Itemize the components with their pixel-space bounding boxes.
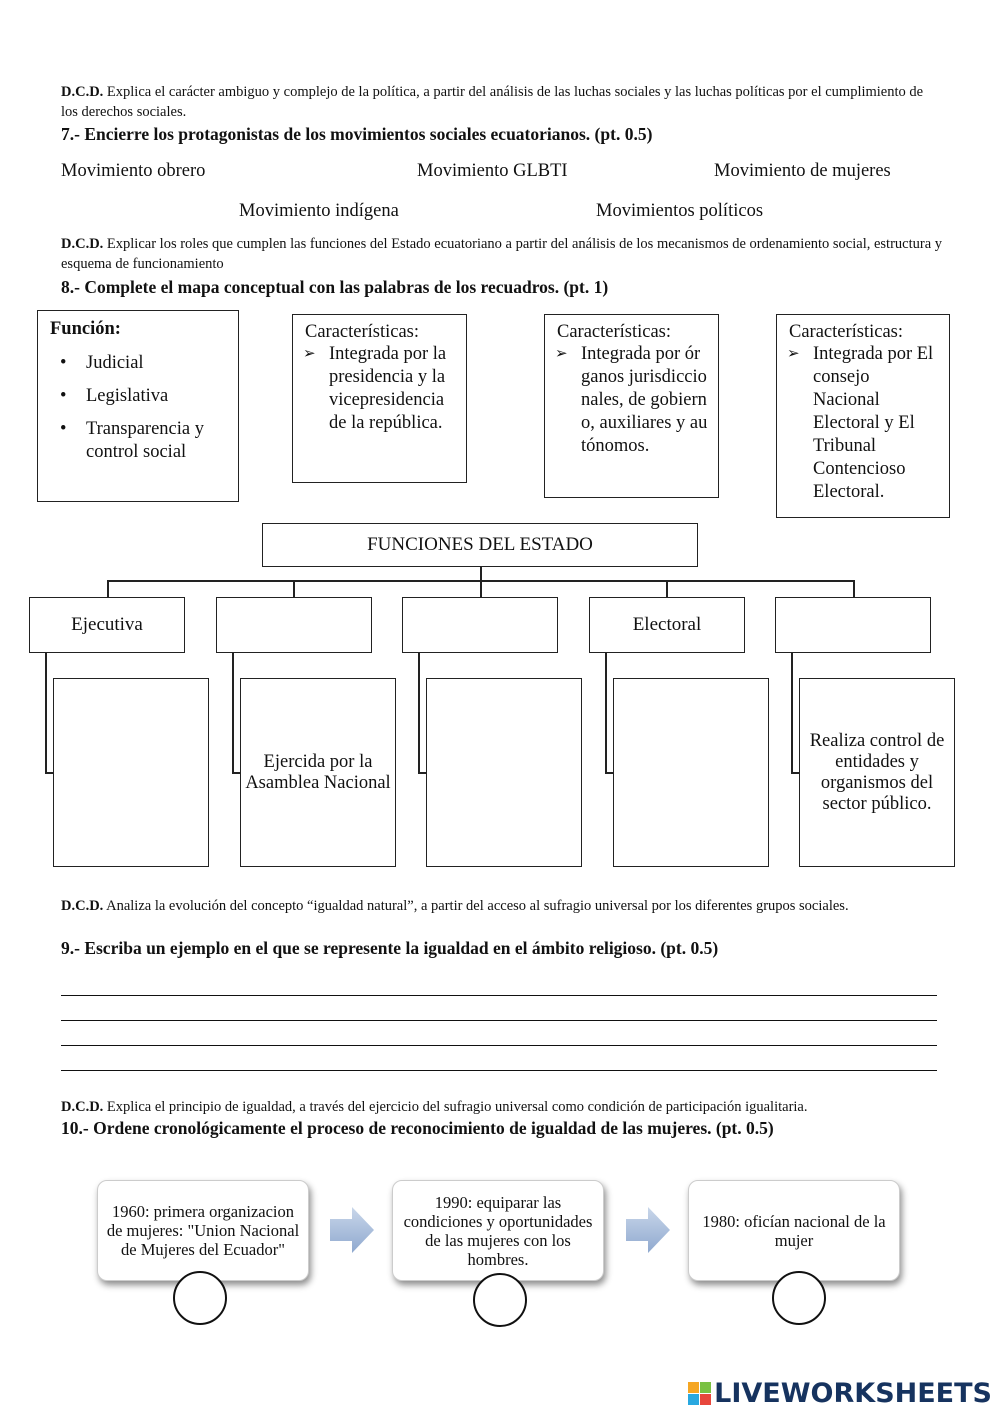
caracteristicas-item: ➢ Integrada por la presidencia y la vicepresidencia de la república. bbox=[293, 343, 456, 435]
timeline-event-2: 1990: equiparar las condiciones y oportunidades de las mujeres con los hombres. bbox=[392, 1180, 604, 1281]
function-box-blank-2[interactable] bbox=[402, 597, 558, 653]
caracteristicas-title: Características: bbox=[789, 322, 904, 342]
brand-name: LIVEWORKSHEETS bbox=[714, 1378, 992, 1409]
question-8: 8.- Complete el mapa conceptual con las palabras de los recuadros. (pt. 1) bbox=[61, 277, 609, 297]
detail-box-1[interactable] bbox=[53, 678, 209, 867]
funcion-item-transparencia: • Transparencia y control social bbox=[38, 418, 226, 464]
caracteristicas-item: ➢ Integrada por órganos jurisdiccionales, de gobierno, auxiliares y autónomos. bbox=[545, 343, 708, 458]
caracteristicas-list bbox=[777, 343, 939, 504]
dcd-text: Explicar los roles que cumplen las funciones del Estado ecuatoriano a partir del análisis de los mecanismos de ordenamiento social, estructura y esquema de funcionamiento bbox=[61, 236, 943, 272]
connector-side-5 bbox=[791, 652, 793, 773]
question-7: 7.- Encierre los protagonistas de los movimientos sociales ecuatorianos. (pt. 0.5) bbox=[61, 124, 653, 144]
detail-box-3[interactable] bbox=[426, 678, 582, 867]
caracteristicas-title: Características: bbox=[557, 322, 672, 342]
answer-line-4[interactable] bbox=[61, 1070, 937, 1071]
funcion-list bbox=[38, 352, 226, 464]
funcion-box bbox=[37, 310, 239, 502]
dcd-label: D.C.D. bbox=[61, 1099, 104, 1115]
caracteristicas-item: ➢ Integrada por El consejo Nacional Electoral y El Tribunal Contencioso Electoral. bbox=[777, 343, 939, 504]
dcd-text: Explica el principio de igualdad, a través del ejercicio del sufragio universal como condición de participación igualitaria. bbox=[106, 1099, 808, 1115]
caracteristicas-title: Características: bbox=[305, 322, 420, 342]
dcd-section9 bbox=[61, 896, 931, 916]
connector-drop-5 bbox=[853, 580, 855, 598]
timeline-event-1: 1960: primera organizacion de mujeres: "Union Nacional de Mujeres del Ecuador" bbox=[97, 1180, 309, 1281]
function-box-ejecutiva[interactable]: Ejecutiva bbox=[29, 597, 185, 653]
caracteristicas-box-3 bbox=[776, 314, 950, 518]
connector-side-3 bbox=[418, 652, 420, 773]
movement-indigena[interactable]: Movimiento indígena bbox=[239, 201, 399, 221]
dcd-section8 bbox=[61, 234, 951, 274]
map-root: FUNCIONES DEL ESTADO bbox=[262, 523, 698, 567]
question-10: 10.- Ordene cronológicamente el proceso de reconocimiento de igualdad de las mujeres. (pt. 0.5) bbox=[61, 1118, 774, 1138]
dcd-label: D.C.D. bbox=[61, 898, 104, 914]
dcd-section10 bbox=[61, 1097, 961, 1117]
question-9: 9.- Escriba un ejemplo en el que se represente la igualdad en el ámbito religioso. (pt. 0.5) bbox=[61, 938, 719, 958]
movement-glbti[interactable]: Movimiento GLBTI bbox=[417, 161, 568, 181]
connector-side-2 bbox=[232, 652, 234, 773]
dcd-label: D.C.D. bbox=[61, 84, 104, 100]
timeline-event-3: 1980: oficían nacional de la mujer bbox=[688, 1180, 900, 1281]
detail-box-2[interactable]: Ejercida por la Asamblea Nacional bbox=[240, 678, 396, 867]
order-circle-3[interactable] bbox=[772, 1271, 826, 1325]
caracteristicas-box-2 bbox=[544, 314, 719, 498]
function-box-blank-1[interactable] bbox=[216, 597, 372, 653]
dcd-label: D.C.D. bbox=[61, 236, 104, 252]
dcd-text: Explica el carácter ambiguo y complejo de la política, a partir del análisis de las luchas sociales y las luchas políticas por el cumplimiento de los derechos sociales. bbox=[61, 84, 924, 120]
order-circle-2[interactable] bbox=[473, 1273, 527, 1327]
answer-line-2[interactable] bbox=[61, 1020, 937, 1021]
connector-drop-2 bbox=[293, 580, 295, 598]
dcd-text: Analiza la evolución del concepto “igualdad natural”, a partir del acceso al sufragio universal por los diferentes grupos sociales. bbox=[106, 898, 849, 914]
dcd-section7 bbox=[61, 82, 941, 122]
connector-root bbox=[480, 566, 482, 580]
funcion-item-legislativa: • Legislativa bbox=[38, 385, 226, 408]
arrow-right-icon bbox=[624, 1204, 672, 1256]
function-box-electoral[interactable]: Electoral bbox=[589, 597, 745, 653]
movement-mujeres[interactable]: Movimiento de mujeres bbox=[714, 161, 891, 181]
arrow-right-icon bbox=[328, 1204, 376, 1256]
connector-side-4 bbox=[605, 652, 607, 773]
answer-line-1[interactable] bbox=[61, 995, 937, 996]
answer-line-3[interactable] bbox=[61, 1045, 937, 1046]
connector-drop-3 bbox=[480, 580, 482, 598]
connector-drop-4 bbox=[666, 580, 668, 598]
detail-box-5[interactable]: Realiza control de entidades y organismos del sector público. bbox=[799, 678, 955, 867]
funcion-title: Función: bbox=[50, 319, 121, 339]
caracteristicas-list bbox=[545, 343, 708, 458]
funcion-item-judicial: • Judicial bbox=[38, 352, 226, 375]
caracteristicas-list bbox=[293, 343, 456, 435]
movement-politicos[interactable]: Movimientos políticos bbox=[596, 201, 764, 221]
function-box-blank-3[interactable] bbox=[775, 597, 931, 653]
detail-box-4[interactable] bbox=[613, 678, 769, 867]
order-circle-1[interactable] bbox=[173, 1271, 227, 1325]
brand-logo bbox=[688, 1378, 992, 1409]
connector-side-1 bbox=[45, 652, 47, 773]
movement-obrero[interactable]: Movimiento obrero bbox=[61, 161, 206, 181]
liveworksheets-logo-icon bbox=[688, 1382, 712, 1406]
caracteristicas-box-1 bbox=[292, 314, 467, 483]
connector-drop-1 bbox=[107, 580, 109, 598]
